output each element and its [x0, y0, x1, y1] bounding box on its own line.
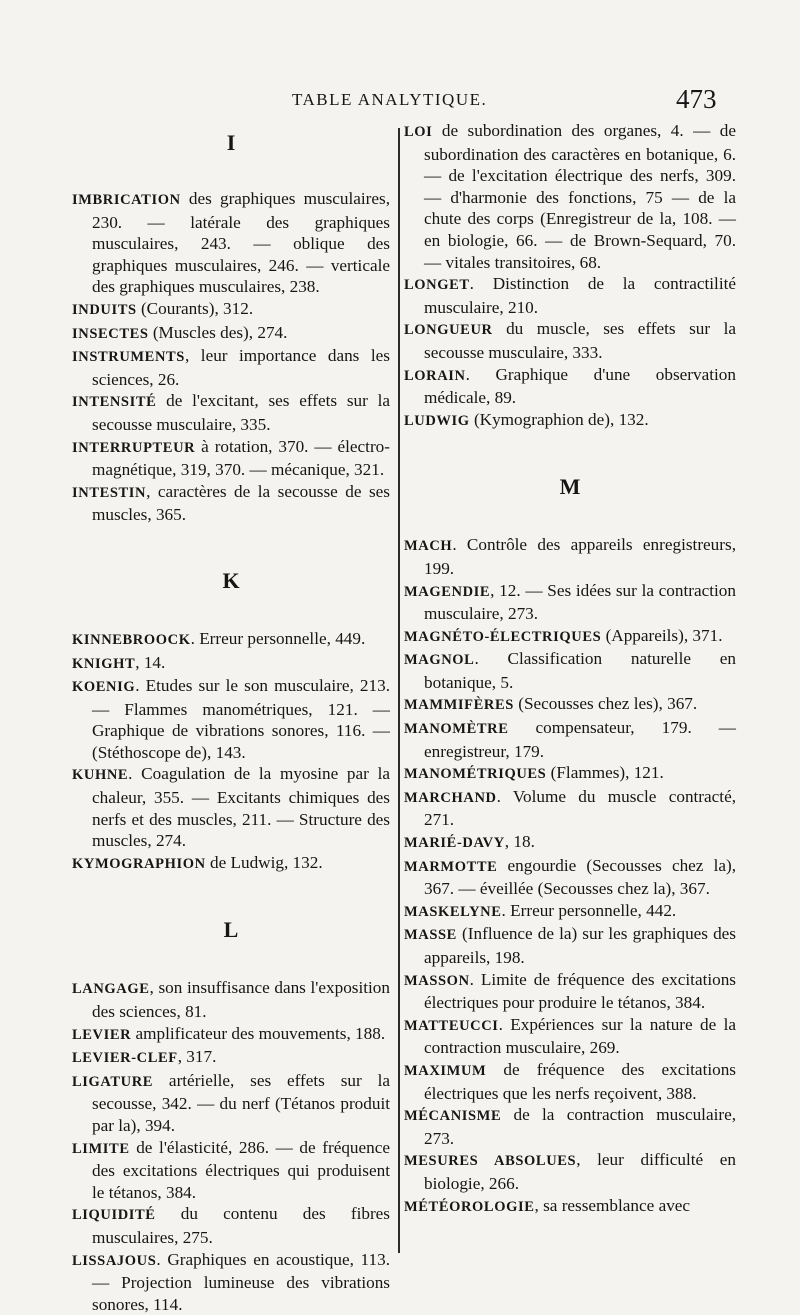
- section-letter: L: [223, 917, 239, 943]
- index-entry: [404, 786, 736, 831]
- index-entry: [72, 436, 390, 481]
- entry-text: de subordination des organes, 4. — de subordination des caractères en botanique, 6. — de l'excitation électrique des nerfs, 309. — d'harmonie des fonctions, 75 — de la chute des corps (Enregistreur de la, 108. — en biologie, 66. — de Brown-Sequard, 70. — vitales transitoires, 68.: [424, 121, 736, 272]
- index-entry: [404, 900, 736, 924]
- entry-headword: LIGATURE: [72, 1073, 154, 1090]
- entry-text: (Influence de la) sur les graphiques des appareils, 198.: [424, 924, 736, 967]
- entry-headword: KNIGHT: [72, 655, 136, 672]
- index-entry: [404, 717, 736, 762]
- index-entry: [404, 762, 736, 786]
- entry-text: de l'élasticité, 286. — de fréquence des excitations électriques qui produisent le tétanos, 384.: [92, 1137, 390, 1202]
- entry-headword: INSECTES: [72, 325, 149, 342]
- index-entry: [72, 1249, 390, 1315]
- index-entry: [404, 1014, 736, 1059]
- entry-headword: LEVIER: [72, 1026, 132, 1043]
- entry-text: du muscle, ses effets sur la secousse musculaire, 333.: [424, 319, 736, 362]
- entry-headword: MASSON: [404, 972, 470, 989]
- index-entry: [72, 322, 390, 346]
- index-entry: [72, 977, 390, 1022]
- entry-text: , 317.: [177, 1047, 217, 1067]
- entry-headword: KINNEBROOCK: [72, 631, 191, 648]
- index-entry: [404, 318, 736, 363]
- index-entry: [404, 831, 736, 855]
- entry-headword: KOENIG: [72, 679, 136, 696]
- entry-headword: LISSAJOUS: [72, 1252, 157, 1269]
- entry-text: de fréquence des excitations électriques que les nerfs reçoivent, 388.: [424, 1059, 736, 1103]
- entry-headword: LORAIN: [404, 367, 466, 384]
- index-entry: [404, 1149, 736, 1194]
- running-title: TABLE ANALYTIQUE.: [292, 90, 488, 109]
- entry-text: (Kymographion de), 132.: [469, 409, 649, 429]
- entry-text: , 14.: [135, 652, 166, 672]
- entry-headword: MANOMÈTRE: [404, 721, 509, 738]
- index-entry: [72, 628, 390, 652]
- entry-text: . Coagulation de la myosine par la chaleur, 355. — Excitants chimiques des nerfs et des muscles, 211. — Structure des muscles, 274.: [92, 764, 390, 851]
- entry-text: , leur importance dans les sciences, 26.: [92, 346, 390, 389]
- index-entry: [72, 1023, 390, 1047]
- entry-headword: LIMITE: [72, 1140, 130, 1157]
- entry-headword: INDUITS: [72, 301, 137, 318]
- entry-text: . Erreur personnelle, 442.: [501, 900, 677, 920]
- entry-text: de la contraction musculaire, 273.: [424, 1105, 736, 1148]
- entry-headword: MAGNÉTO-ÉLECTRIQUES: [404, 628, 602, 645]
- entry-headword: INSTRUMENTS: [72, 349, 185, 366]
- entry-headword: MÉTÉOROLOGIE: [404, 1198, 535, 1215]
- entry-headword: LOI: [404, 124, 433, 140]
- entry-text: . Expériences sur la nature de la contraction musculaire, 269.: [424, 1014, 736, 1058]
- right-column: [404, 120, 736, 1218]
- entry-text: amplificateur des mouvements, 188.: [131, 1023, 386, 1043]
- entry-text: , caractères de la secousse de ses muscles, 365.: [92, 481, 390, 525]
- entry-text: . Distinction de la contractilité musculaire, 210.: [424, 274, 736, 317]
- entry-headword: MASKELYNE: [404, 903, 502, 920]
- entry-text: . Classification naturelle en botanique, 5.: [424, 649, 736, 692]
- entry-headword: LONGUEUR: [404, 322, 493, 339]
- entry-text: , sa ressemblance avec: [534, 1195, 691, 1215]
- entry-headword: INTERRUPTEUR: [72, 439, 196, 456]
- entry-text: , son insuffisance dans l'exposition des sciences, 81.: [92, 978, 390, 1022]
- entry-text: (Secousses chez les), 367.: [513, 694, 698, 714]
- entry-text: compensateur, 179. — enregistreur, 179.: [424, 718, 736, 761]
- page-number: 473: [676, 84, 717, 114]
- index-entry: [404, 1059, 736, 1104]
- entry-text: (Flammes), 121.: [546, 763, 664, 783]
- entry-headword: MARMOTTE: [404, 858, 498, 875]
- entry-text: . Volume du muscle contracté, 271.: [424, 786, 736, 830]
- entry-headword: MAGENDIE: [404, 583, 491, 600]
- entry-text: à rotation, 370. — électro-magnétique, 319, 370. — mécanique, 321.: [92, 436, 390, 480]
- index-entry: [72, 675, 390, 763]
- entry-headword: MANOMÉTRIQUES: [404, 766, 547, 783]
- index-entry: [72, 852, 390, 876]
- index-entry: [72, 1203, 390, 1248]
- index-entry: [72, 1070, 390, 1137]
- entry-headword: MASSE: [404, 927, 457, 944]
- entry-text: de l'excitant, ses effets sur la secousse musculaire, 335.: [92, 391, 390, 434]
- entry-text: . Limite de fréquence des excitations électriques pour produire le tétanos, 384.: [424, 969, 736, 1013]
- index-entry: [404, 1104, 736, 1149]
- index-entry: [72, 298, 390, 322]
- entry-headword: LUDWIG: [404, 412, 470, 429]
- entry-headword: LANGAGE: [72, 981, 150, 998]
- index-entry: [404, 273, 736, 318]
- index-entry: [404, 1195, 736, 1219]
- entry-text: artérielle, ses effets sur la secousse, 342. — du nerf (Tétanos produit par la), 394.: [92, 1070, 390, 1135]
- entry-text: de Ludwig, 132.: [205, 852, 323, 872]
- section-letter: K: [222, 567, 240, 593]
- entry-text: (Muscles des), 274.: [148, 322, 288, 342]
- index-entry: [72, 763, 390, 851]
- entry-headword: LONGET: [404, 277, 470, 294]
- entry-text: du contenu des fibres musculaires, 275.: [92, 1204, 390, 1247]
- entry-text: , leur difficulté en biologie, 266.: [424, 1150, 736, 1193]
- index-entry: [72, 188, 390, 298]
- index-entry: [72, 1137, 390, 1204]
- entry-headword: MARIÉ-DAVY: [404, 835, 505, 852]
- index-entry: [404, 855, 736, 900]
- entry-headword: MESURES ABSOLUES: [404, 1153, 577, 1170]
- index-entry: [404, 625, 736, 649]
- entry-text: , 12. — Ses idées sur la contraction musculaire, 273.: [424, 580, 736, 624]
- entry-text: . Erreur personnelle, 449.: [190, 628, 366, 648]
- entry-headword: IMBRICATION: [72, 192, 181, 208]
- entry-headword: MARCHAND: [404, 789, 497, 806]
- index-entry: [72, 345, 390, 390]
- entry-headword: LIQUIDITÉ: [72, 1207, 156, 1224]
- entry-headword: MAXIMUM: [404, 1062, 487, 1079]
- section-letter: I: [226, 130, 236, 155]
- entry-text: (Courants), 312.: [136, 298, 254, 318]
- index-entry: [404, 580, 736, 625]
- entry-text: engourdie (Secousses chez la), 367. — éveillée (Secousses chez la), 367.: [424, 855, 736, 899]
- entry-text: des graphiques musculaires, 230. — latérale des graphiques musculaires, 243. — oblique des graphiques musculaires, 246. — verticale des graphiques musculaires, 238.: [92, 189, 390, 297]
- entry-headword: MAGNOL: [404, 652, 475, 669]
- entry-headword: KYMOGRAPHION: [72, 855, 206, 872]
- entry-headword: INTENSITÉ: [72, 394, 157, 411]
- entry-text: , 18.: [504, 832, 535, 852]
- index-entry: [404, 534, 736, 579]
- entry-headword: MÉCANISME: [404, 1108, 502, 1125]
- index-entry: [404, 969, 736, 1014]
- entry-text: . Contrôle des appareils enregistreurs, 199.: [424, 535, 736, 578]
- entry-text: . Graphique d'une observation médicale, 89.: [424, 364, 736, 408]
- running-head: [0, 86, 800, 116]
- entry-headword: MAMMIFÈRES: [404, 697, 514, 714]
- index-entry: [72, 481, 390, 526]
- index-entry: [72, 652, 390, 676]
- entry-text: . Etudes sur le son musculaire, 213. — Flammes manométriques, 121. — Graphique de vibrations sonores, 116. — (Stéthoscope de), 143.: [92, 676, 390, 762]
- index-entry: [404, 648, 736, 693]
- index-entry: [72, 1046, 390, 1070]
- section-letter: M: [559, 474, 581, 500]
- entry-headword: INTESTIN: [72, 484, 147, 501]
- index-entry: [404, 364, 736, 409]
- entry-headword: MACH: [404, 538, 453, 555]
- entry-text: . Graphiques en acoustique, 113. — Projection lumineuse des vibrations sonores, 114.: [92, 1249, 390, 1314]
- index-entry: [404, 409, 736, 433]
- index-entry: [72, 390, 390, 435]
- index-entry: [404, 693, 736, 717]
- entry-headword: LEVIER-CLEF: [72, 1050, 178, 1067]
- entry-headword: KUHNE: [72, 767, 129, 784]
- column-divider: [398, 128, 400, 1253]
- index-entry: [404, 120, 736, 273]
- left-column: [72, 120, 390, 1315]
- entry-text: (Appareils), 371.: [601, 625, 723, 645]
- entry-headword: MATTEUCCI: [404, 1017, 499, 1034]
- index-entry: [404, 923, 736, 968]
